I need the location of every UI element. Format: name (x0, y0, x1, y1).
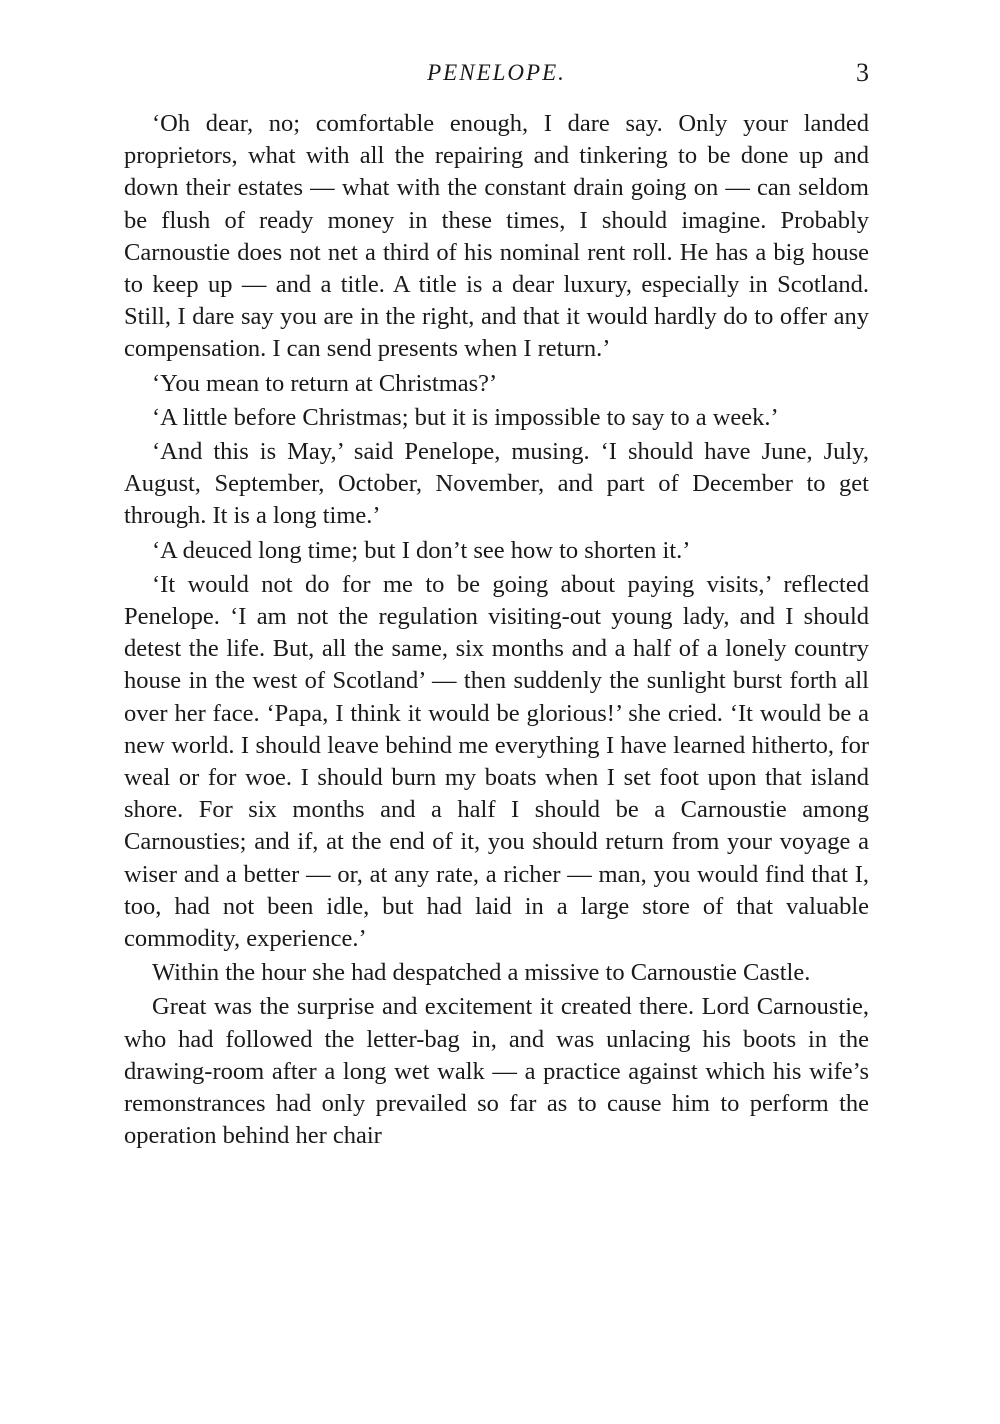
paragraph: Within the hour she had despatched a missive to Carnoustie Castle. (152, 959, 811, 987)
running-title: PENELOPE. (427, 60, 566, 85)
paragraph: ‘A deuced long time; but I don’t see how to shorten it.’ (152, 536, 691, 564)
paragraph: Great was the surprise and excitement it created there. Lord Carnoustie, who had followed the letter-bag in, and was unlacing his boots in the drawing-room after a long wet walk — a practice against which his wife’s remonstrances had only prevailed so far as to cause him to perform the operation behind her chair (124, 993, 869, 1150)
page-header (124, 58, 869, 92)
paragraph: ‘You mean to return at Christmas?’ (152, 369, 498, 397)
paragraph: ‘Oh dear, no; comfortable enough, I dare say. Only your landed proprietors, what with all the repairing and tinkering to be done up and down their estates — what with the constant drain going on — can seldom be flush of ready money in these times, I should imagine. Probably Carnoustie does not net a third of his nominal rent roll. He has a big house to keep up — and a title. A title is a dear luxury, especially in Scotland. Still, I dare say you are in the right, and that it would hardly do to offer any compensation. I can send presents when I return.’ (124, 110, 869, 363)
paragraph: ‘A little before Christmas; but it is impossible to say to a week.’ (152, 403, 779, 431)
paragraph: ‘And this is May,’ said Penelope, musing. ‘I should have June, July, August, September, October, November, and part of December to get through. It is a long time.’ (124, 438, 869, 530)
body-text (124, 108, 869, 1153)
page-number: 3 (856, 58, 869, 87)
book-page (124, 58, 869, 1153)
paragraph: ‘It would not do for me to be going about paying visits,’ reflected Penelope. ‘I am not the regulation visiting-out young lady, and I should detest the life. But, all the same, six months and a half of a lonely country house in the west of Scotland’ — then suddenly the sunlight burst forth all over her face. ‘Papa, I think it would be glorious!’ she cried. ‘It would be a new world. I should leave behind me everything I have learned hitherto, for weal or for woe. I should burn my boats when I set foot upon that island shore. For six months and a half I should be a Carnoustie among Carnousties; and if, at the end of it, you should return from your voyage a wiser and a better — or, at any rate, a richer — man, you would find that I, too, had not been idle, but had laid in a large store of that valuable commodity, experience.’ (124, 570, 869, 953)
